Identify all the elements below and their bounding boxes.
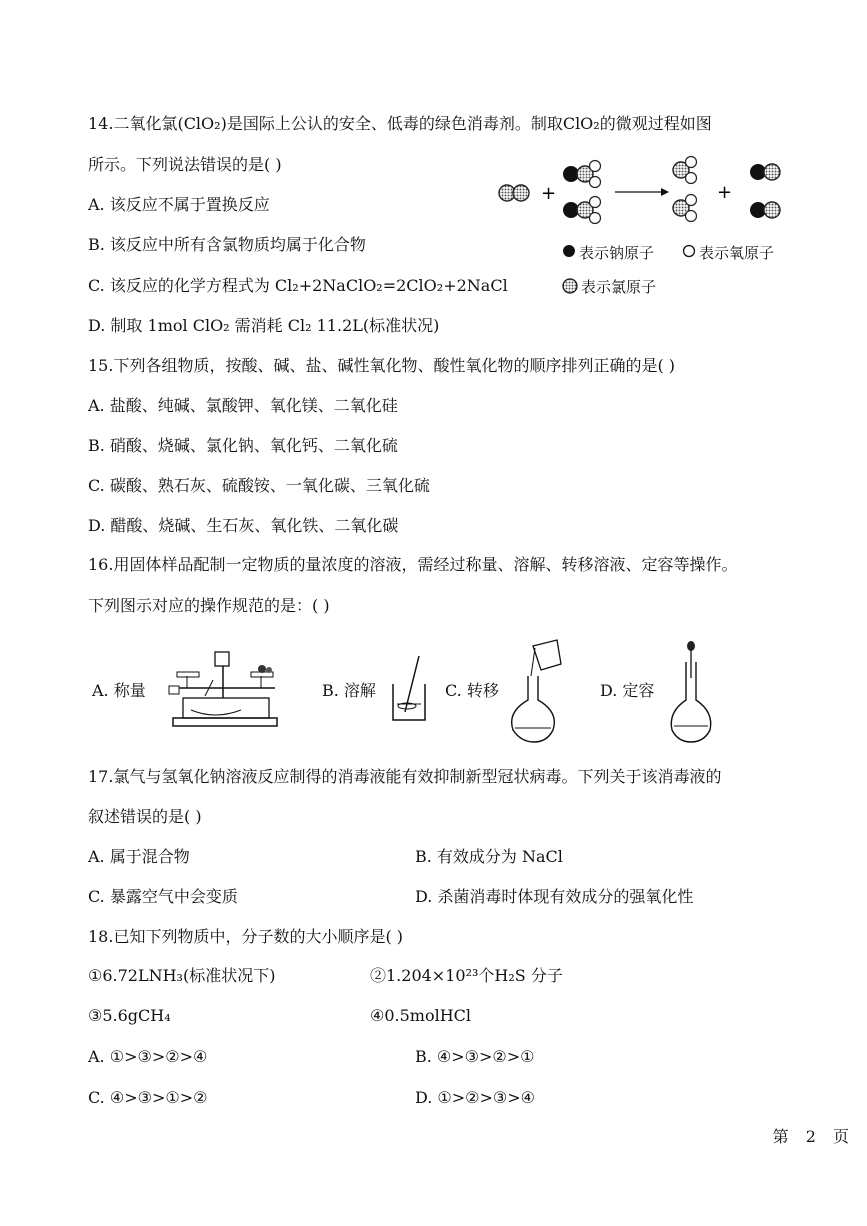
q15-option-a: A. 盐酸、纯碱、氯酸钾、氧化镁、二氧化硅 bbox=[88, 396, 398, 415]
q17-stem-line1: 17.氯气与氢氧化钠溶液反应制得的消毒液能有效抑制新型冠状病毒。下列关于该消毒液的 bbox=[88, 767, 722, 786]
q18-item-1: ①6.72LNH₃(标准状况下) bbox=[88, 966, 276, 985]
beaker-illustration bbox=[385, 654, 435, 724]
q16-option-b: B. 溶解 bbox=[322, 681, 376, 700]
naclo2-molecule-top bbox=[563, 161, 601, 188]
chlorine-atom-icon bbox=[562, 278, 578, 294]
q16-option-a: A. 称量 bbox=[92, 681, 146, 700]
balance-illustration bbox=[165, 648, 287, 730]
q16-option-c: C. 转移 bbox=[445, 681, 499, 700]
q18-stem: 18.已知下列物质中，分子数的大小顺序是( ) bbox=[88, 927, 404, 946]
q14-option-a: A. 该反应不属于置换反应 bbox=[88, 195, 270, 214]
q14-stem-line1: 14.二氧化氯(ClO₂)是国际上公认的安全、低毒的绿色消毒剂。制取ClO₂的微观过程如图 bbox=[88, 114, 712, 133]
q15-option-c: C. 碳酸、熟石灰、硫酸铵、一氧化碳、三氧化硫 bbox=[88, 476, 430, 495]
sodium-atom-icon bbox=[562, 244, 576, 258]
q17-option-c: C. 暴露空气中会变质 bbox=[88, 887, 238, 906]
legend-oxygen: 表示氧原子 bbox=[699, 244, 775, 262]
q17-option-a: A. 属于混合物 bbox=[88, 847, 190, 866]
q17-option-d: D. 杀菌消毒时体现有效成分的强氧化性 bbox=[415, 887, 694, 906]
clo2-molecule-top bbox=[673, 157, 697, 184]
q16-stem-line1: 16.用固体样品配制一定物质的量浓度的溶液，需经过称量、溶解、转移溶液、定容等操作。 bbox=[88, 555, 738, 574]
q17-stem-line2: 叙述错误的是( ) bbox=[88, 807, 202, 826]
legend-chlorine: 表示氯原子 bbox=[581, 278, 657, 296]
q14-stem-line2: 所示。下列说法错误的是( ) bbox=[88, 155, 282, 174]
cl2-molecule bbox=[499, 185, 529, 201]
q17-option-b: B. 有效成分为 NaCl bbox=[415, 847, 563, 866]
nacl-molecule-top bbox=[750, 164, 780, 180]
q15-option-d: D. 醋酸、烧碱、生石灰、氧化铁、二氧化碳 bbox=[88, 516, 399, 535]
q15-stem: 15.下列各组物质，按酸、碱、盐、碱性氧化物、酸性氧化物的顺序排列正确的是( ) bbox=[88, 356, 676, 375]
naclo2-molecule-bottom bbox=[563, 197, 601, 224]
q16-stem-line2: 下列图示对应的操作规范的是：( ) bbox=[88, 596, 330, 615]
q18-item-4: ④0.5molHCl bbox=[370, 1006, 472, 1025]
q18-option-b: B. ④>③>②>① bbox=[415, 1047, 535, 1066]
legend-sodium: 表示钠原子 bbox=[579, 244, 655, 262]
page-number: 第 2 页 bbox=[772, 1127, 855, 1146]
nacl-molecule-bottom bbox=[750, 202, 780, 218]
clo2-molecule-bottom bbox=[673, 195, 697, 222]
volumetric-flask-illustration bbox=[666, 638, 716, 746]
q18-item-2: ②1.204×10²³个H₂S 分子 bbox=[370, 966, 563, 985]
q14-option-d: D. 制取 1mol ClO₂ 需消耗 Cl₂ 11.2L(标准状况) bbox=[88, 316, 440, 335]
q14-option-b: B. 该反应中所有含氯物质均属于化合物 bbox=[88, 235, 366, 254]
q15-option-b: B. 硝酸、烧碱、氯化钠、氧化钙、二氧化硫 bbox=[88, 436, 398, 455]
plus-sign: + bbox=[717, 182, 733, 203]
reaction-arrow bbox=[615, 188, 669, 196]
q18-option-d: D. ①>②>③>④ bbox=[415, 1088, 536, 1107]
plus-sign: + bbox=[541, 183, 557, 204]
reaction-diagram bbox=[495, 152, 795, 232]
q16-option-d: D. 定容 bbox=[600, 681, 655, 700]
q18-option-c: C. ④>③>①>② bbox=[88, 1088, 208, 1107]
q14-option-c: C. 该反应的化学方程式为 Cl₂+2NaClO₂=2ClO₂+2NaCl bbox=[88, 276, 508, 295]
oxygen-atom-icon bbox=[682, 244, 696, 258]
q18-option-a: A. ①>③>②>④ bbox=[88, 1047, 208, 1066]
transfer-illustration bbox=[505, 636, 565, 746]
q18-item-3: ③5.6gCH₄ bbox=[88, 1006, 171, 1025]
